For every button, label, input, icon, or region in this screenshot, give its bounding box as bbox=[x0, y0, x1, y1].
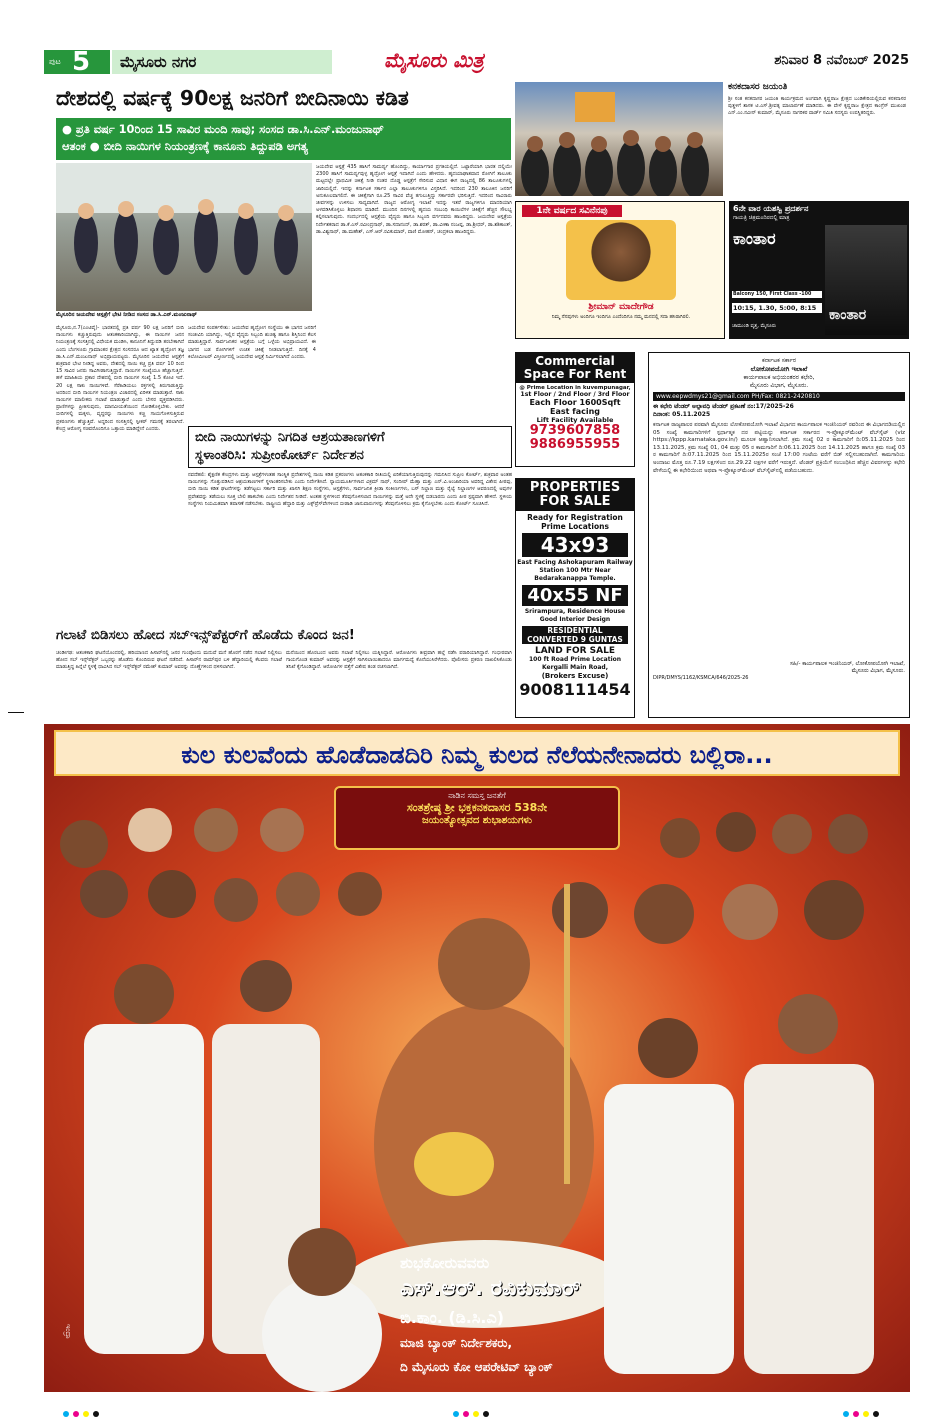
movie-poster bbox=[825, 225, 907, 335]
properties-title: PROPERTIES FOR SALE bbox=[516, 479, 634, 511]
lead-body-col1: ಮೈಸೂರು,ನ.7(ಎಂಟಿವೈ)- ಭಾರತದಲ್ಲಿ ಪ್ರತಿ ವರ್ಷ 90 ಲಕ್ಷ ಜನರಿಗೆ ಬೀದಿ ನಾಯಿಗಳು ಕಚ್ಚುತ್ತಿರುವುದು ಆತಂಕಕಾರಿಯಾಗಿದ್ದು, ಈ ನಾಯಿಗಳ ಜನನ ನಿಯಂತ್ರಣಕ್ಕೆ ಸಂಸತ್ತಿನಲ್ಲಿ ವಿಧೇಯಕ ಮಂಡಿಸಿ, ಕಾನೂನಿಗೆ ತಿದ್ದುಪಡಿ ತರಬೇಕಾಗಿದೆ ಎಂದು ಬೆಂಗಳೂರು ಗ್ರಾಮಾಂತರ ಕ್ಷೇತ್ರದ ಸಂಸದರೂ ಆದ ಖ್ಯಾತ ಹೃದ್ರೋಗ ತಜ್ಞ ಡಾ.ಸಿ.ಎನ್.ಮಂಜುನಾಥ್ ಅಭಿಪ್ರಾಯಪಟ್ಟರು. ಮೈಸೂರಿನ ಜಯದೇವ ಆಸ್ಪತ್ರೆಗೆ ಶುಕ್ರವಾರ ಭೇಟಿ ನೀಡಿದ್ದ ಅವರು, ದೇಶದಲ್ಲಿ ನಾಯಿ ಕಚ್ಚಿ ಪ್ರತಿ ವರ್ಷ 10 ರಿಂದ 15 ಸಾವಿರ ಜನರು ಸಾವಿಗೀಡಾಗುತ್ತಿದ್ದಾರೆ. ನಾಯಿಗಳ ಸಂಖ್ಯೆಯೂ ಹೆಚ್ಚಾಗುತ್ತಿದೆ. ಹಳೆ ಮಾಹಿತಿಯ ಪ್ರಕಾರ ದೇಶದಲ್ಲಿ ಬೀದಿ ನಾಯಿಗಳ ಸಂಖ್ಯೆ 1.5 ಕೋಟಿ ಇದೆ. 20 ಲಕ್ಷ ಸಾಕು ನಾಯಿಗಳಿವೆ. ಸೆರೆಹಿಡಿಯಲು ರಕ್ತಗಳಲ್ಲಿ ತಿರುಗಾಡುತ್ತಿದ್ದು ಅದರಿಂದ ಬೀದಿ ನಾಯಿಗಳ ನಿಯಂತ್ರಣ ವಿಚಾರದಲ್ಲಿ ಏರಿಳಿತ ಮಾಡುತ್ತಾರೆ. ಸಾಕು ನಾಯಿಗಳ ಮಾಲೀಕರು ಗಲಾಟೆ ಮಾಡುತ್ತಾರೆ ಎಂದು ಬೇಸರ ವ್ಯಕ್ತಪಡಿಸಿದರು. ಪ್ರಾಣಿಗಳನ್ನು ಪ್ರೀತಿಸುವುದು, ಮಾನವೀಯತೆಯಿಂದ ನೋಡಿಕೊಳ್ಳಬೇಕು. ಆದರೆ ಬೀದಿಗಳಲ್ಲಿ ಮಕ್ಕಳು, ವೃದ್ಧರನ್ನು ನಾಯಿಗಳು ಕಚ್ಚಿ ಗಾಯಗೊಳಿಸುತ್ತಿರುವ ಪ್ರಕರಣಗಳು ಹೆಚ್ಚುತ್ತಿವೆ. ಅದ್ದರಿಂದ ಸಂಸತ್ತಿನಲ್ಲಿ ಸ್ಪೀಕರ್ ಗಮನಕ್ಕೆ ತರಲಾಗಿದೆ. ಕೇಂದ್ರ ಆರೋಗ್ಯ ಸಚಿವರೊಂದಿಗೂ ಒತ್ತಾಯ ಮಾಡಿದ್ದೇನೆ ಎಂದರು. bbox=[56, 325, 184, 432]
kanaka-body: ಶ್ರೀ ಸಂತ ಕನಕದಾಸರ ಜಯಂತಿ ಕಾರ್ಯಕ್ರಮದ ಅಂಗವಾಗಿ ಕೃಷ್ಣರಾಜ ಕ್ಷೇತ್ರದ ಬಂಡಿಕೇರಿಯಲ್ಲಿರುವ ಕನಕದಾಸರ ಪುತ್ಥಳಿಗೆ ಶಾಸಕ ಟಿ.ಎಸ್.ಶ್ರೀವತ್ಸ ಮಾಲಾರ್ಪಣೆ ಮಾಡಿದರು. ಈ ವೇಳೆ ಕೃಷ್ಣರಾಜ ಕ್ಷೇತ್ರದ ಕಾಂಗ್ರೆಸ್ ಮುಖಂಡ ಎನ್.ಎಂ.ನವೀನ್ ಕುಮಾರ್, ಮೈಸೂರು ನಾಗರಿಕರ ವಾರ್ಡ್ ಸಮಿತಿ ಸದಸ್ಯರು ಉಪಸ್ಥಿತರಿದ್ದರು. bbox=[728, 96, 906, 117]
movie-address: ಚಾಮುಂಡಿ ವೃತ್ತ, ಮೈಸೂರು bbox=[732, 323, 777, 329]
lead-photo-figures bbox=[56, 163, 312, 311]
right-leaders bbox=[604, 994, 874, 1374]
movie-rates: Balcony 150, First Class -100 bbox=[732, 291, 822, 298]
commercial-phone-1: 9739607858 bbox=[529, 423, 621, 438]
commercial-line4: East facing bbox=[549, 407, 601, 416]
movie-theatre: ಗಾಯತ್ರಿ ಚಿತ್ರಮಂದಿರದಲ್ಲಿ ಮಾತ್ರ bbox=[733, 215, 790, 221]
banner-wisher-post: ಮಾಜಿ ಬ್ಯಾಂಕ್ ನಿರ್ದೇಶಕರು, bbox=[400, 1336, 513, 1350]
paper-name: ಮೈಸೂರು ಮಿತ್ರ bbox=[384, 48, 484, 72]
sc-body: ನವದೆಹಲಿ: ಶೈಕ್ಷಣಿಕ ಕೇಂದ್ರಗಳು ಮತ್ತು ಆಸ್ಪತ್ರೆಗಳಂತಹ ಸಾಂಸ್ಥಿಕ ಪ್ರದೇಶಗಳಲ್ಲಿ ನಾಯಿ ಕಡಿತ ಪ್ರಕರಣಗಳು ಆತಂಕಕಾರಿ ರೀತಿಯಲ್ಲಿ ಏರಿಕೆಯಾಗುತ್ತಿರುವುದನ್ನು ಗಮನಿಸಿದ ಸುಪ್ರೀಂ ಕೋರ್ಟ್, ಶುಕ್ರವಾರ ಅಂತಹ ನಾಯಿಗಳನ್ನು ಗೊತ್ತುಪಡಿಸಿದ ಆಶ್ರಯತಾಣಗಳಿಗೆ ಸ್ಥಳಾಂತರಿಸಬೇಕು ಎಂದು ನಿರ್ದೇಶಿಸಿದೆ. ನ್ಯಾಯಮೂರ್ತಿಗಳಾದ ವಿಕ್ರಮ್ ನಾಥ್, ಸಂದೀಪ್ ಮೆಹ್ತಾ ಮತ್ತು ಎನ್.ವಿ.ಅಂಜಾರಿಯಾ ಅವರಿದ್ದ ವಿಶೇಷ ಪೀಠವು, ಬೀದಿ ನಾಯಿ ಕಡಿತ ಘಟನೆಗಳನ್ನು ತಡೆಗಟ್ಟಲು ಸರ್ಕಾರಿ ಮತ್ತು ಖಾಸಗಿ ಶಿಕ್ಷಣ ಸಂಸ್ಥೆಗಳು, ಆಸ್ಪತ್ರೆಗಳು, ಸಾರ್ವಜನಿಕ ಕ್ರೀಡಾ ಸಂಕೀರ್ಣಗಳು, ಬಸ್ ನಿಲ್ದಾಣ ಮತ್ತು ರೈಲ್ವೆ ನಿಲ್ದಾಣಗಳ ಆವರಣದಲ್ಲಿ ಅವುಗಳ ಪ್ರವೇಶವನ್ನು ತಡೆಯಲು ಸೂಕ್ತ ಬೇಲಿ ಹಾಕಬೇಕು ಎಂದು ನಿರ್ದೇಶನ ನೀಡಿದೆ. ಅಂತಹ ಸ್ಥಳಗಳಿಂದ ತೆರವುಗೊಳಿಸಲಾದ ನಾಯಿಗಳನ್ನು ಮತ್ತೆ ಅದೇ ಸ್ಥಳಕ್ಕೆ ಬಿಡಬಾರದು ಎಂದು ಪೀಠ ಸ್ಪಷ್ಟವಾಗಿ ಹೇಳಿದೆ. ಸ್ಥಳೀಯ ಸಂಸ್ಥೆಗಳು ನಿಯಮಿತವಾಗಿ ತಪಾಸಣೆ ನಡೆಸಬೇಕು. ರಾಷ್ಟ್ರೀಯ ಹೆದ್ದಾರಿ ಮತ್ತು ಎಕ್ಸ್‌ಪ್ರೆಸ್‌ವೇಗಳಿಂದ ಬೀಡಾಡಿ ಜಾನುವಾರುಗಳನ್ನು ತೆರವುಗೊಳಿಸಲು ಕ್ರಮ ಕೈಗೊಳ್ಳಬೇಕು ಎಂದು ಕೋರ್ಟ್ ಸೂಚಿಸಿದೆ. bbox=[188, 472, 512, 507]
banner-slogan: ಕುಲ ಕುಲವೆಂದು ಹೊಡೆದಾಡದಿರಿ ನಿಮ್ಮ ಕುಲದ ನೆಲೆಯನೇನಾದರು ಬಲ್ಲಿರಾ... bbox=[54, 730, 900, 776]
right-portrait-row bbox=[552, 812, 868, 944]
movie-run: 6ನೇ ವಾರ ಯಶಸ್ವಿ ಪ್ರದರ್ಶನ bbox=[733, 204, 809, 213]
lead-subheads bbox=[56, 118, 511, 160]
commercial-line1: @ Prime Location in kuvempunagar, bbox=[519, 385, 631, 391]
sc-headline-1: ಬೀದಿ ನಾಯಿಗಳನ್ನು ನಿಗದಿತ ಆಶ್ರಯತಾಣಗಳಿಗೆ bbox=[195, 430, 385, 445]
movie-ad bbox=[729, 201, 909, 339]
page-label: ಪುಟ bbox=[49, 57, 61, 66]
lead-body-col1b: ಜಯದೇವ ಸಂಪರ್ಕಸೇತು: ಜಯದೇವ ಹೃದ್ರೋಗ ಸಂಸ್ಥೆಯು ಈ ಭಾಗದ ಜನರಿಗೆ ಸಂಜೀವಿನಿ ಯಾಗಿದ್ದು, ಇಲ್ಲಿನ ವೈದ್ಯರು ಸಿಬ್ಬಂದಿ ಶುಚಿತ್ವ ಹಾಗೂ ಶಿಸ್ತಿನಿಂದ ಕೆಲಸ ಮಾಡುತ್ತಿದ್ದಾರೆ. ಸಾರ್ವಜನಿಕರ ಆಸ್ಪತ್ರೆಯ ಬಗ್ಗೆ ಒಳ್ಳೆಯ ಅಭಿಪ್ರಾಯವಿದೆ. ಈ ಭಾಗದ ಬಡ ರೋಗಿಗಳಿಗೆ ಉಚಿತ ಚಿಕಿತ್ಸೆ ನೀಡಲಾಗುತ್ತಿದೆ. ದಿನಕ್ಕೆ 4 ಕಿಲೋಮೀಟರ್ ವಿಸ್ತೀರ್ಣದಲ್ಲಿ ಜಯದೇವ ಆಸ್ಪತ್ರೆ ನಿರ್ಮಿಸಲಾಗಿದೆ ಎಂದರು. bbox=[188, 325, 316, 360]
tender-email: www.eepwdmys21@gmail.com PH/Fax: 0821-2420810 bbox=[653, 392, 905, 401]
banner-greet-main: ಸಂತಶ್ರೇಷ್ಠ ಶ್ರೀ ಭಕ್ತಕನಕದಾಸರ 538ನೇ bbox=[406, 801, 548, 814]
properties-ready: Ready for Registration Prime Locations bbox=[527, 513, 623, 531]
lead-photo bbox=[56, 163, 312, 311]
banner-wisher-name: ಎಸ್.ಆರ್. ರವಿಕುಮಾರ್ bbox=[400, 1276, 581, 1301]
issue-date: ಶನಿವಾರ 8 ನವೆಂಬರ್ 2025 bbox=[774, 53, 909, 68]
tender-body: ಕರ್ನಾಟಕ ರಾಜ್ಯಪಾಲರ ಪರವಾಗಿ ಮೈಸೂರು ಲೋಕೋಪಯೋಗಿ ಇಲಾಖೆ ವಿಭಾಗದ ಕಾರ್ಯಪಾಲಕ ಇಂಜಿನಿಯರ್ ರವರಿಂದ ಈ ವಿಭಾಗದಡಿಯಲ್ಲಿನ 05 ಸಂಖ್ಯೆ ಕಾಮಗಾರಿಗಳಿಗೆ ಸ್ಪರ್ಧಾತ್ಮಕ ದರ ಪಟ್ಟಿಯನ್ನು ಕರ್ನಾಟಕ ಸರ್ಕಾರದ ಇ-ಪ್ರೊಕ್ಯೂರ್‌ಮೆಂಟ್ ವೆಬ್‌ಸೈಟ್ (viz https://kppp.karnataka.gov.in/) ಮೂಲಕ ಆಹ್ವಾನಿಸಲಾಗಿದೆ. ಕ್ರಮ ಸಂಖ್ಯೆ 02 ರ ಕಾಮಗಾರಿಗೆ ದಿ:05.11.2025 ರಿಂದ 13.11.2025, ಕ್ರಮ ಸಂಖ್ಯೆ 01, 04 ಮತ್ತು 05 ರ ಕಾಮಗಾರಿಗೆ ದಿ:06.11.2025 ರಿಂದ 14.11.2025 ಹಾಗೂ ಕ್ರಮ ಸಂಖ್ಯೆ 03 ರ ಕಾಮಗಾರಿಗೆ ದಿ:07.11.2025 ರಿಂದ 15.11.2025ರ ಸಂಜೆ 17:00 ಗಂಟೆಯ ವರೆಗೆ ಬಿಡ್ ಸಲ್ಲಿಸಬಹುದಾಗಿದೆ. ಕಾಮಗಾರಿಯ ಅಂದಾಜು ಮೊತ್ತ ರೂ.7.19 ಲಕ್ಷಗಳಿಂದ ರೂ.29.22 ಲಕ್ಷಗಳ ವರೆಗೆ ಇರುತ್ತದೆ. ಟೆಂಡರ್ ಪ್ರಕ್ರಿಯೆಗೆ ಸಂಬಂಧಿಸಿದ ಹೆಚ್ಚಿನ ವಿವರಗಳನ್ನು ಕಛೇರಿ ವೇಳೆಯಲ್ಲಿ ಈ ಕಛೇರಿಯಿಂದ ಅಥವಾ ಇ-ಪ್ರೊಕ್ಯೂರ್‌ಮೆಂಟ್ ವೆಬ್‌ಸೈಟ್‌ನಲ್ಲಿ ಪಡೆಯಬಹುದು. bbox=[653, 422, 905, 474]
properties-location-2: Srirampura, Residence House Good Interior Design bbox=[524, 608, 626, 623]
commercial-phone-2: 9886955955 bbox=[529, 437, 621, 452]
police-body-2: ಮನೆಯಿಂದ ಹೊರಬಂದ ಅವರು ಗಲಾಟೆ ನಿಲ್ಲಿಸಲು ಯತ್ನಿಸಿದ್ದಾರೆ. ಆರೋಪಿಗಳು ತೀವ್ರವಾಗಿ ಹಲ್ಲೆ ನಡೆಸಿ ಪರಾರಿಯಾಗಿದ್ದಾರೆ. ಗಂಭೀರವಾಗಿ ಗಾಯಗೊಂಡ ಕುಮಾರ್ ಅವರನ್ನು ಆಸ್ಪತ್ರೆಗೆ ಸಾಗಿಸಲಾಯಿತಾದರೂ ಮಾರ್ಗಮಧ್ಯೆ ಕೊನೆಯುಸಿರೆಳೆದರು. ಪೊಲೀಸರು ಪ್ರಕರಣ ದಾಖಲಿಸಿಕೊಂಡು ತನಿಖೆ ಕೈಗೊಂಡಿದ್ದಾರೆ. ಆರೋಪಿಗಳ ಪತ್ತೆಗೆ ವಿಶೇಷ ತಂಡ ರಚಿಸಲಾಗಿದೆ. bbox=[286, 650, 512, 671]
left-portrait-row bbox=[60, 808, 382, 922]
commercial-title: Commercial Space For Rent bbox=[516, 353, 634, 383]
tender-dept: ಲೋಕೋಪಯೋಗಿ ಇಲಾಖೆ bbox=[750, 365, 808, 373]
sc-headline-box bbox=[188, 426, 512, 468]
lead-headline-text: ದೇಶದಲ್ಲಿ ವರ್ಷಕ್ಕೆ 90ಲಕ್ಷ ಜನರಿಗೆ ಬೀದಿನಾಯಿ ಕಡಿತ bbox=[56, 86, 409, 110]
page-number: 5 bbox=[72, 47, 91, 77]
tender-ref: DIPR/DMYS/1162/KSMCA/646/2025-26 bbox=[653, 675, 749, 681]
remembrance-name: ಶ್ರೀಮಾನ್ ಮಾದೇಗೌಡ bbox=[588, 302, 654, 312]
movie-showtimes: 10:15, 1.30, 5:00, 8:15 bbox=[732, 303, 822, 313]
lead-photo-caption: ಮೈಸೂರಿನ ಜಯದೇವ ಆಸ್ಪತ್ರೆಗೆ ಭೇಟಿ ನೀಡಿದ ಸಂಸದ ಡಾ.ಸಿ.ಎನ್.ಮಂಜುನಾಥ್ bbox=[56, 312, 198, 318]
tender-date: ದಿನಾಂಕ: 05.11.2025 bbox=[653, 411, 711, 418]
sc-headline-2: ಸ್ಥಳಾಂತರಿಸಿ: ಸುಪ್ರೀಂಕೋರ್ಟ್ ನಿರ್ದೇಶನ bbox=[195, 448, 364, 463]
margin-mark bbox=[8, 712, 24, 713]
group-photo-figures bbox=[515, 82, 723, 196]
tender-gov: ಕರ್ನಾಟಕ ಸರ್ಕಾರ bbox=[761, 357, 797, 364]
commercial-line3: Each Floor 1600Sqft bbox=[529, 398, 621, 407]
movie-poster-title: ಕಾಂತಾರ bbox=[829, 307, 867, 323]
tender-office: ಕಾರ್ಯಪಾಲಕ ಅಭಿಯಂತರರ ಕಛೇರಿ, bbox=[743, 374, 815, 381]
properties-size-2: 40x55 NF bbox=[522, 585, 628, 606]
properties-brokers: (Brokers Excuse) bbox=[541, 672, 609, 680]
lead-headline bbox=[56, 86, 511, 118]
properties-phone: 9008111454 bbox=[519, 680, 631, 699]
police-body-1: ಚಂಡೀಗಢ: ಆತಂಕಕಾರಿ ಘಟನೆಯೊಂದರಲ್ಲಿ, ಹರಿಯಾಣದ ಹಿಸಾರ್‌ನಲ್ಲಿ ಜನರ ಗುಂಪೊಂದು ಮದುವೆ ಮನೆ ಹೊರಗೆ ನಡೆದ ಗಲಾಟೆ ನಿಲ್ಲಿಸಲು ಹೋದ ಸಬ್ ಇನ್ಸ್‌ಪೆಕ್ಟರ್ ಒಬ್ಬರನ್ನು ಹೊಡೆದು ಕೊಂದಿರುವ ಘಟನೆ ನಡೆದಿದೆ. ಹಿಸಾರ್‌ನ ರಾಮ್‌ಪುರ ಬಳಿ ಹೆದ್ದಾರಿಯಲ್ಲಿ ಕೆಲವರು ಗಲಾಟೆ ಮಾಡುತ್ತಿದ್ದ ಹಿನ್ನೆಲೆ ಸ್ಥಳಕ್ಕೆ ಧಾವಿಸಿದ ಸಬ್ ಇನ್ಸ್‌ಪೆಕ್ಟರ್ ರಮೇಶ್ ಕುಮಾರ್ ಅವರನ್ನು ದೊಣ್ಣೆಗಳಿಂದ ಥಳಿಸಲಾಗಿದೆ. bbox=[56, 650, 282, 671]
masthead bbox=[44, 46, 910, 76]
commercial-ad bbox=[515, 352, 635, 467]
tender-number: ಈ ಕಛೇರಿ ಟೆಂಡರ್ ಅಲ್ಪಾವಧಿ ಟೆಂಡರ್ ಪ್ರಕಟಣೆ ನಂ:17/2025-26 bbox=[653, 403, 794, 410]
lead-subhead-1: ● ಪ್ರತಿ ವರ್ಷ 10ರಿಂದ 15 ಸಾವಿರ ಮಂದಿ ಸಾವು; ಸಂಸದ ಡಾ.ಸಿ.ಎನ್.ಮಂಜುನಾಥ್ bbox=[62, 122, 384, 136]
properties-land: LAND FOR SALE bbox=[534, 646, 616, 656]
remembrance-portrait bbox=[566, 220, 676, 300]
commercial-line2: 1st Floor / 2nd Floor / 3rd Floor bbox=[520, 391, 630, 398]
movie-title: ಕಾಂತಾರ bbox=[733, 229, 776, 248]
tender-sign-1: ಸಹಿ/- ಕಾರ್ಯಪಾಲಕ ಇಂಜಿನಿಯರ್, ಲೋಕೋಪಯೋಗಿ ಇಲಾಖೆ, bbox=[789, 661, 905, 667]
properties-ad bbox=[515, 478, 635, 718]
tender-notice bbox=[648, 352, 910, 718]
tender-sign-2: ಮೈಸೂರು ವಿಭಾಗ, ಮೈಸೂರು. bbox=[851, 668, 905, 674]
properties-size-1: 43x93 bbox=[522, 533, 628, 557]
registration-marks bbox=[60, 1404, 885, 1414]
banner-wisher-bank: ದಿ ಮೈಸೂರು ಕೋ ಆಪರೇಟಿವ್ ಬ್ಯಾಂಕ್ bbox=[400, 1360, 553, 1374]
banner-credit: ಇಂದ್ರಾ bbox=[64, 1324, 72, 1339]
banner-wisher-degree: ಬಿ.ಕಾಂ. (ಡಿ.ಸಿ.ಎ) bbox=[400, 1308, 505, 1327]
color-dots bbox=[60, 1409, 885, 1419]
kanaka-label: ಕನಕದಾಸರ ಜಯಂತಿ bbox=[728, 82, 788, 92]
group-photo bbox=[515, 82, 723, 196]
section-box bbox=[112, 50, 332, 74]
remembrance-ad bbox=[515, 201, 725, 339]
page-number-box bbox=[44, 47, 110, 77]
lead-subhead-2: ಆತಂಕ ● ಬೀದಿ ನಾಯಿಗಳ ನಿಯಂತ್ರಣಕ್ಕೆ ಕಾನೂನು ತಿದ್ದುಪಡಿ ಅಗತ್ಯ bbox=[62, 139, 308, 153]
remembrance-title: 1ನೇ ವರ್ಷದ ಸವಿನೆನಪು bbox=[522, 205, 622, 217]
section-name: ಮೈಸೂರು ನಗರ bbox=[120, 53, 197, 71]
police-headline: ಗಲಾಟೆ ಬಿಡಿಸಲು ಹೋದ ಸಬ್‌ಇನ್ಸ್‌ಪೆಕ್ಟರ್‌ಗೆ ಹೊಡೆದು ಕೊಂದ ಜನ! bbox=[56, 627, 355, 643]
lead-body-col2: ಜಯದೇವ ಆಸ್ಪತ್ರೆ 435 ಹಾಸಿಗೆ ಸಾಮರ್ಥ್ಯ ಹೊಂದಿದ್ದು, ಕಾರ್ಯಾಗಾರ ಪ್ರಗತಿಯಲ್ಲಿದೆ. ಒಟ್ಟಾರೆಯಾಗಿ ಭಾರತ ದಲ್ಲಿಯೇ 2300 ಹಾಸಿಗೆ ಸಾಮರ್ಥ್ಯವುಳ್ಳ ಹೃದ್ರೋಗ ಆಸ್ಪತ್ರೆ ಇದಾಗಿದೆ ಎಂದು ಹೇಳಿದರು. ಹೃದಯಾಘಾತವಾದ ರೋಗಿಗೆ ತಾಲೂಕು ಮಟ್ಟದಲ್ಲೇ ಪ್ರಾಥಮಿಕ ಚಿಕಿತ್ಸೆ ನೀಡಿ ನಂತರ ದೊಡ್ಡ ಆಸ್ಪತ್ರೆಗೆ ಸೇರಿಸುವ ವಿಧಾನ ಈಗ ರಾಜ್ಯದಲ್ಲಿ 86 ತಾಲೂಕುಗಳಲ್ಲಿ ಜಾರಿಯಲ್ಲಿದೆ. ಇದನ್ನು ಕರ್ನಾಟಕ ಸರ್ಕಾರ ಎಲ್ಲಾ ತಾಲೂಕುಗಳಿಗೂ ವಿಸ್ತರಿಸಿದೆ. ಇದರಿಂದ 230 ತಾಲೂಕಿನ ಜನರಿಗೆ ಅನುಕೂಲವಾಗಲಿದೆ. ಈ ಚಿಕಿತ್ಸೆಗಾಗಿ ರೂ.25 ಸಾವಿರ ವೆಚ್ಚ ತಗುಲುತ್ತಿದ್ದು ಸರ್ಕಾರವೇ ಭರಿಸುತ್ತಿದೆ. ಇದರಿಂದ ಸಾವಿರಾರು ಜೀವಗಳನ್ನು ಉಳಿಸಲು ಸಾಧ್ಯವಾಗಿದೆ. ರಾಜ್ಯದ ಆರೋಗ್ಯ ಇಲಾಖೆ ಇದನ್ನು ಇತರೆ ರಾಜ್ಯಗಳಿಗೂ ಮಾದರಿಯಾಗಿ ಅಳವಡಿಸಿಕೊಳ್ಳಲು ಶಿಫಾರಸು ಮಾಡಿದೆ. ಮುಂದಿನ ದಿನಗಳಲ್ಲಿ ಹೃದಯ ಸಂಬಂಧಿ ಕಾಯಿಲೆಗಳ ಚಿಕಿತ್ಸೆಗೆ ಹೆಚ್ಚಿನ ಸೌಲಭ್ಯ ಕಲ್ಪಿಸಲಾಗುವುದು. ಸಂದರ್ಭದಲ್ಲಿ ಆಸ್ಪತ್ರೆಯ ವೈದ್ಯರು ಹಾಗೂ ಸಿಬ್ಬಂದಿ ವರ್ಗದವರು ಹಾಜರಿದ್ದರು. ಜಯದೇವ ಆಸ್ಪತ್ರೆಯ ನಿರ್ದೇಶಕರಾದ ಡಾ.ಕೆ.ಎಸ್.ರವೀಂದ್ರನಾಥ್, ಡಾ.ಸದಾನಂದ್, ಡಾ.ಶರತ್, ಡಾ.ವೀಣಾ ನಂಜಪ್ಪ, ಡಾ.ಶ್ರೀಧರ್, ಡಾ.ಶಶಿಕಾಂತ್, ಡಾ.ವಿಶ್ವನಾಥ್, ಡಾ.ಮಹೇಶ್, ಎಸ್.ಆರ್.ರವಿಕುಮಾರ್, ವಾಣಿ ಮೋಹನ್, ಚಂದ್ರಕಲಾ ಹಾಜರಿದ್ದರು. bbox=[316, 164, 512, 235]
remembrance-body: ನಿಮ್ಮ ನೆನಪುಗಳು ಅಂದಿಗೂ ಇಂದಿಗೂ ಎಂದೆಂದಿಗೂ ನಮ್ಮ ಮನದಲ್ಲಿ ಸದಾ ಹಸಿರಾಗಿರಲಿ. bbox=[551, 314, 691, 320]
banner-greet-top: ನಾಡಿನ ಸಮಸ್ತ ಜನತೆಗೆ bbox=[448, 791, 506, 800]
properties-land-location: 100 ft Road Prime Location Kergalli Main Road, bbox=[528, 656, 622, 671]
properties-residential: RESIDENTIAL CONVERTED 9 GUNTAS bbox=[522, 626, 628, 644]
banner-wishers-label: ಶುಭಕೋರುವವರು bbox=[400, 1254, 490, 1272]
banner-greet-sub: ಜಯಂತ್ಯೋತ್ಸವದ ಶುಭಾಶಯಗಳು bbox=[421, 815, 533, 826]
banner-ad bbox=[44, 724, 910, 1392]
commercial-line5: Lift Facility Available bbox=[536, 416, 614, 424]
tender-unit: ಮೈಸೂರು ವಿಭಾಗ, ಮೈಸೂರು. bbox=[749, 382, 809, 389]
properties-location-1: East Facing Ashokapuram Railway Station 100 Mtr Near Bedarakanappa Temple. bbox=[517, 559, 633, 582]
